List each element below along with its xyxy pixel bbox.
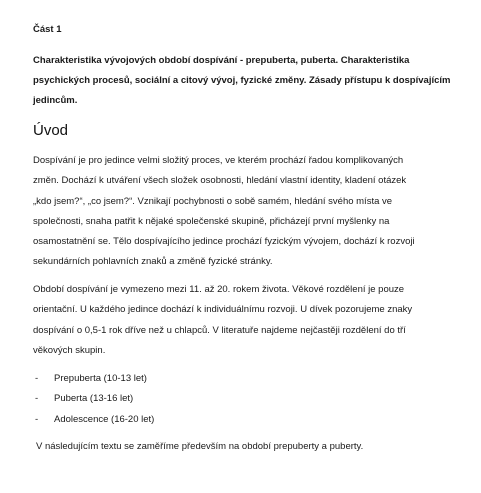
- chapter-title: Charakteristika vývojových období dospívání - prepuberta, puberta. Charakteristika psychických procesů, sociální a citový vývoj, fyzické změny. Zásady přístupu k dospívajícím jedincům.: [33, 55, 451, 106]
- paragraph-1: [33, 151, 463, 273]
- list-bullet: -: [35, 393, 39, 405]
- paragraph-line: věkových skupin.: [33, 344, 106, 356]
- list-item: [33, 369, 154, 389]
- list-item: [33, 389, 154, 409]
- paragraph-line: Dospívání je pro jedince velmi složitý proces, ve kterém prochází řadou komplikovaných: [33, 155, 404, 166]
- paragraph-line: orientační. U každého jedince dochází k individuálnímu rozvoji. U dívek pozorujeme znaky: [33, 304, 413, 316]
- closing-sentence: V následujícím textu se zaměříme především na období prepuberty a puberty.: [36, 441, 364, 452]
- paragraph-line: dospívání o 0,5-1 rok dříve než u chlapců. V literatuře najdeme nejčastěji rozdělení do tří: [33, 324, 406, 336]
- paragraph-line: sekundárních pohlavních znaků a změně fyzické stránky.: [33, 256, 273, 268]
- list-bullet: -: [35, 413, 39, 425]
- paragraph-line: Období dospívání je vymezeno mezi 11. až 20. rokem života. Věkové rozdělení je pouze: [33, 284, 405, 295]
- paragraph-line: společnosti, snaha patřit k nějaké společenské skupině, přicházejí první myšlenky na: [33, 215, 390, 227]
- paragraph-line: osamostatnění se. Tělo dospívajícího jedince prochází fyzickým vývojem, dochází k rozvoji: [33, 236, 415, 248]
- paragraph-line: změn. Dochází k utváření všech složek osobnosti, hledání vlastní identity, kladení otázek: [33, 175, 407, 187]
- list-item-text: Prepuberta (10-13 let): [54, 373, 147, 384]
- age-groups-list: [33, 369, 154, 430]
- section-label: Část 1: [33, 24, 62, 35]
- paragraph-2: [33, 280, 463, 361]
- list-item: [33, 410, 154, 430]
- list-item-text: Adolescence (16-20 let): [54, 413, 155, 425]
- section-heading: Úvod: [33, 122, 69, 139]
- list-item-text: Puberta (13-16 let): [54, 393, 134, 405]
- list-bullet: -: [35, 373, 39, 384]
- paragraph-line: „kdo jsem?“, „co jsem?“. Vznikají pochybnosti o sobě samém, hledání svého místa ve: [33, 195, 393, 207]
